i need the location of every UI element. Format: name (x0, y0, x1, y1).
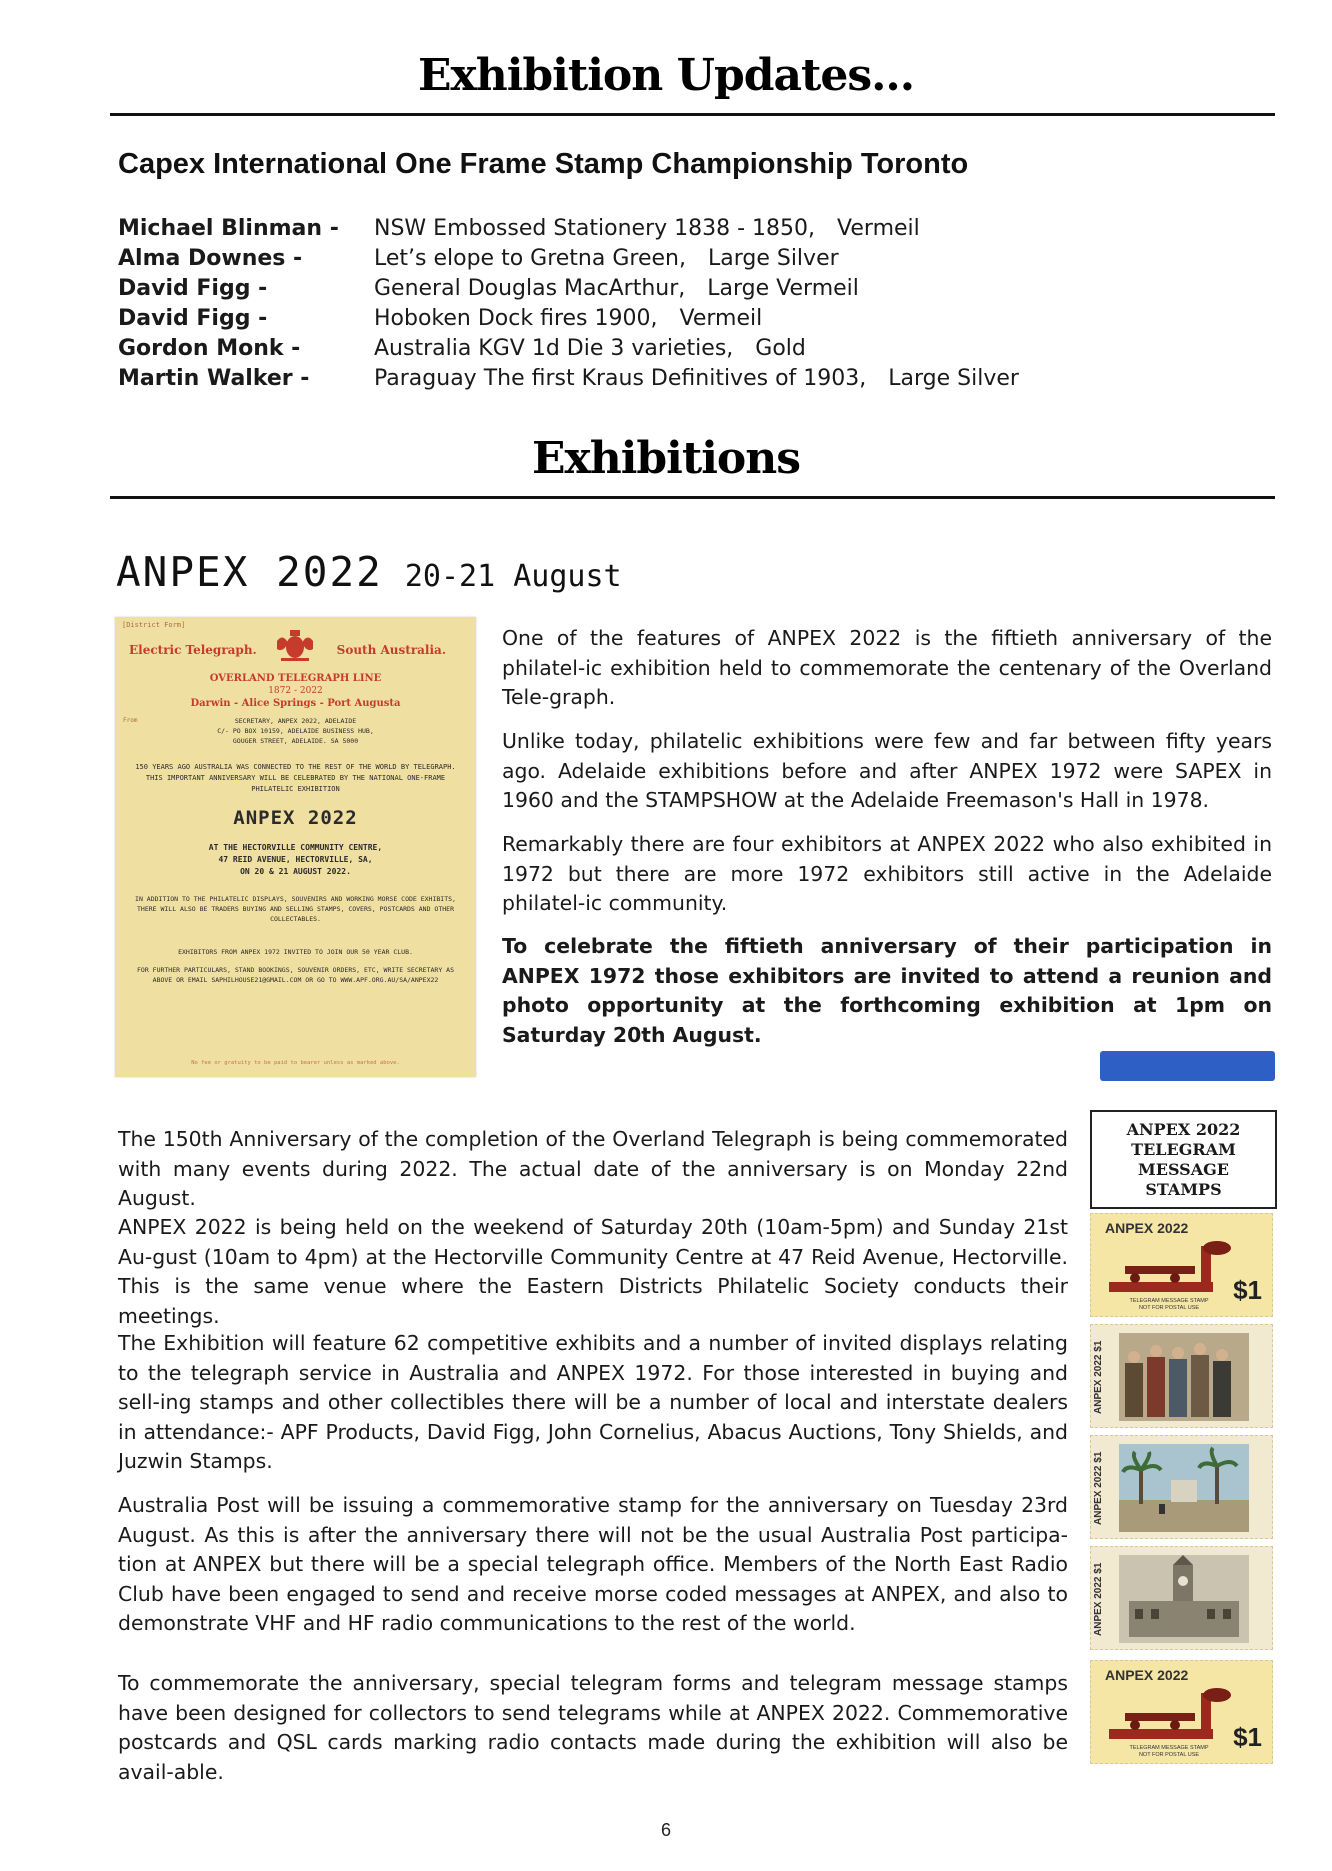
form-paragraph: 150 YEARS AGO AUSTRALIA WAS CONNECTED TO THE REST OF THE WORLD BY TELEGRAPH. THIS IMPORTANT ANNIVERSARY WILL BE CELEBRATED BY THE NATIONAL ONE-FRAME PHILATELIC EXHIBITION (135, 763, 456, 793)
page-title: Exhibition Updates... (417, 50, 915, 101)
reunion-paragraph: To celebrate the fiftieth anniversary of their participation in ANPEX 1972 those exhibitors are invited to attend a reunion and photo opportunity at the forthcoming exhibition at 1pm on Saturday 20th August. (502, 934, 1272, 1047)
form-from-label: From (123, 717, 138, 724)
explorers-photo-icon (1119, 1333, 1249, 1421)
stamp-vertical-label: ANPEX 2022 $1 (1093, 1562, 1104, 1636)
telegram-stamp-street (1090, 1435, 1273, 1539)
exhibitor-name: Alma Downes - (118, 246, 303, 271)
exhibit-title: Australia KGV 1d Die 3 varieties, (374, 336, 734, 361)
section-title: Exhibitions (531, 433, 801, 484)
result-row (118, 274, 1019, 304)
title-divider (110, 113, 1275, 116)
form-office-label: [District Form] (122, 621, 186, 629)
form-header-right: South Australia. (336, 643, 446, 657)
medal: Large Vermeil (707, 276, 859, 301)
stamp-value: $1 (1233, 1722, 1262, 1752)
form-paragraph: EXHIBITORS FROM ANPEX 1972 INVITED TO JOIN OUR 50 YEAR CLUB. (178, 948, 413, 956)
medal: Vermeil (679, 306, 763, 331)
form-paragraph: IN ADDITION TO THE PHILATELIC DISPLAYS, SOUVENIRS AND WORKING MORSE CODE EXHIBITS, THERE WILL ALSO BE TRADERS BUYING AND SELLING STAMPS, COVERS, POSTCARDS AND OTHER COLLECTABLES. (135, 895, 456, 923)
exhibitor-name: Martin Walker - (118, 366, 310, 391)
result-row (118, 304, 1019, 334)
body-paragraph: To commemorate the anniversary, special telegram forms and telegram message stamps have been designed for collectors to send telegrams while at ANPEX 2022. Commemorative postcards and QSL cards marking radio contacts made during the exhibition will also be avail-able. (118, 1671, 1068, 1784)
form-event-name: ANPEX 2022 (233, 807, 358, 829)
stamp-title: ANPEX 2022 (1105, 1220, 1189, 1236)
form-header-left: Electric Telegraph. (129, 643, 257, 657)
result-row (118, 334, 1019, 364)
intro-paragraph: Remarkably there are four exhibitors at ANPEX 2022 who also exhibited in 1972 but there are more 1972 exhibitors still active in the Adelaide philatel-ic community. (502, 832, 1272, 916)
intro-paragraph: One of the features of ANPEX 2022 is the fiftieth anniversary of the philatel-ic exhibition held to commemorate the centenary of the Overland Tele-graph. (502, 626, 1272, 710)
body-paragraph: Australia Post will be issuing a commemorative stamp for the anniversary on Tuesday 23rd August. As this is after the anniversary there will not be the usual Australia Post participa-tion at ANPEX but there will be a special telegraph office. Members of the North East Radio Club have been engaged to send and receive morse coded messages at ANPEX, and also to demonstrate VHF and HF radio communications to the rest of the world. (118, 1493, 1068, 1636)
body-paragraph: ANPEX 2022 is being held on the weekend of Saturday 20th (10am-5pm) and Sunday 21st Au-gust (10am to 4pm) at the Hectorville Community Centre at 47 Reid Avenue, Hectorville. This is the same venue where the Eastern Districts Philatelic Society conducts their meetings. (118, 1215, 1068, 1328)
exhibitor-name: Michael Blinman - (118, 216, 339, 241)
stamp-caption: TELEGRAM MESSAGE STAMP NOT FOR POSTAL USE (1129, 1745, 1209, 1758)
intro-paragraph: Unlike today, philatelic exhibitions were few and far between fifty years ago. Adelaide exhibitions before and after ANPEX 1972 were SAPEX in 1960 and the STAMPSHOW at the Adelaide Freemason's Hall in 1978. (502, 729, 1272, 813)
stamps-label-line: TELEGRAM (1131, 1139, 1236, 1159)
telegram-stamp-key (1090, 1660, 1273, 1764)
stamp-strip-top (1100, 1051, 1275, 1081)
form-paragraph: FOR FURTHER PARTICULARS, STAND BOOKINGS, SOUVENIR ORDERS, ETC, WRITE SECRETARY AS ABOVE OR EMAIL SAPHILHOUSE21@GMAIL.COM OR GO TO WWW.APF.ORG.AU/SA/ANPEX22 (137, 966, 454, 984)
medal: Vermeil (837, 216, 920, 241)
stamps-label-line: ANPEX 2022 (1126, 1119, 1241, 1139)
form-line-title: OVERLAND TELEGRAPH LINE (209, 673, 382, 684)
telegram-stamp-key (1090, 1213, 1273, 1317)
anpex-name: ANPEX 2022 (116, 548, 383, 596)
body-paragraph: The 150th Anniversary of the completion of the Overland Telegraph is being commemorated with many events during 2022. The actual date of the anniversary is on Monday 22nd August. (118, 1127, 1068, 1211)
exhibit-title: Hoboken Dock fires 1900, (374, 306, 658, 331)
street-scene-icon (1119, 1444, 1249, 1532)
page-number: 6 (660, 1820, 671, 1840)
exhibit-title: General Douglas MacArthur, (374, 276, 686, 301)
stamps-label-box (1090, 1110, 1277, 1209)
gpo-building-icon (1119, 1555, 1249, 1643)
form-venue: AT THE HECTORVILLE COMMUNITY CENTRE, 47 REID AVENUE, HECTORVILLE, SA, ON 20 & 21 AUGUST 2022. (208, 843, 383, 876)
telegram-stamp-explorers (1090, 1324, 1273, 1428)
section-divider (110, 496, 1275, 499)
stamp-vertical-label: ANPEX 2022 $1 (1093, 1451, 1104, 1525)
form-footer: No fee or gratuity to be paid to bearer unless as marked above. (191, 1060, 400, 1066)
form-address: SECRETARY, ANPEX 2022, ADELAIDE C/- PO BOX 10159, ADELAIDE BUSINESS HUB, GOUGER STREET, ADELAIDE. SA 5000 (217, 717, 374, 745)
exhibit-title: Paraguay The first Kraus Definitives of 1903, (374, 366, 867, 391)
stamp-title: ANPEX 2022 (1105, 1667, 1189, 1683)
form-line-years: 1872 - 2022 (268, 686, 323, 696)
form-line-route: Darwin - Alice Springs - Port Augusta (190, 698, 401, 709)
telegraph-key-icon (1105, 1238, 1245, 1296)
telegraph-key-icon (1105, 1685, 1245, 1743)
exhibitor-name: Gordon Monk - (118, 336, 301, 361)
result-row (118, 214, 1019, 244)
medal: Gold (755, 336, 806, 361)
anpex-dates: 20-21 August (404, 559, 622, 594)
exhibit-title: Let’s elope to Gretna Green, (374, 246, 686, 271)
medal: Large Silver (707, 246, 839, 271)
result-row (118, 244, 1019, 274)
telegram-form-image (115, 617, 476, 1077)
section-subtitle: Capex International One Frame Stamp Championship Toronto (118, 148, 969, 180)
anpex-heading (116, 548, 622, 596)
coat-of-arms-icon (273, 627, 317, 663)
stamp-caption: TELEGRAM MESSAGE STAMP NOT FOR POSTAL USE (1129, 1298, 1209, 1311)
telegram-stamp-gpo (1090, 1546, 1273, 1650)
stamps-label-line: MESSAGE (1138, 1159, 1229, 1179)
exhibit-title: NSW Embossed Stationery 1838 - 1850, (374, 216, 816, 241)
stamp-value: $1 (1233, 1275, 1262, 1305)
exhibitor-name: David Figg - (118, 276, 268, 301)
stamp-vertical-label: ANPEX 2022 $1 (1093, 1340, 1104, 1414)
exhibitor-name: David Figg - (118, 306, 268, 331)
medal: Large Silver (888, 366, 1019, 391)
stamps-label-line: STAMPS (1145, 1179, 1222, 1199)
result-row (118, 364, 1019, 394)
body-paragraph: The Exhibition will feature 62 competitive exhibits and a number of invited displays relating to the telegraph service in Australia and ANPEX 1972. For those interested in buying and sell-ing stamps and other collectibles there will be a number of local and interstate dealers in attendance:- APF Products, David Figg, John Cornelius, Abacus Auctions, Tony Shields, and Juzwin Stamps. (118, 1331, 1068, 1474)
results-list (118, 214, 1019, 394)
